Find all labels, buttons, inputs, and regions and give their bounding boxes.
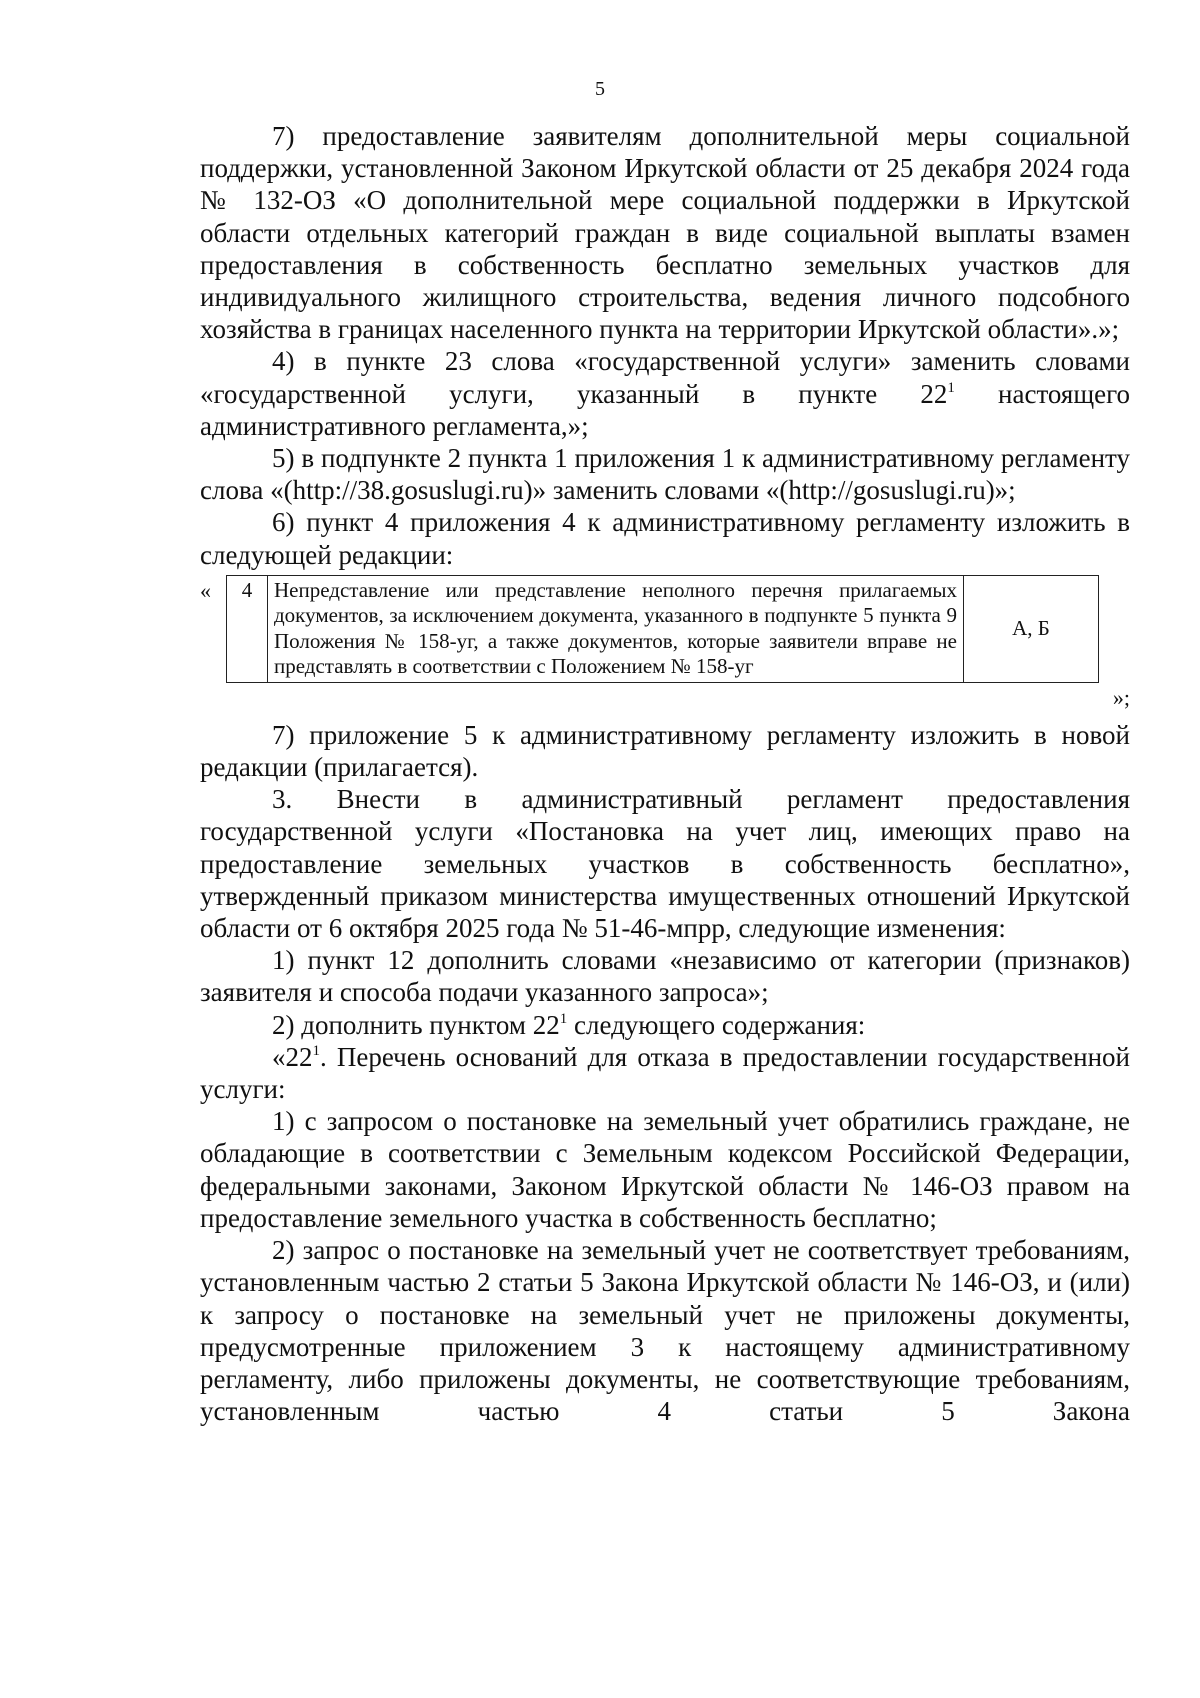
paragraph-refusal-ground-1: 1) с запросом о постановке на земельный учет обратились граждане, не обладающие в соответствии с Земельным кодексом Российской Федерации, федеральными законами, Законом Иркутской области № 146-ОЗ правом на предоставление земельного участка в собственность бесплатно; (200, 1106, 1130, 1233)
paragraph-point-22-1-heading (200, 1041, 1130, 1105)
paragraph-item-4-point-23 (200, 345, 1130, 442)
paragraph-text: . Перечень оснований для отказа в предоставлении государственной услуги: (200, 1041, 1130, 1105)
paragraph-item-2-add-point (200, 1009, 1130, 1041)
superscript: 1 (947, 379, 955, 396)
amendment-table (226, 575, 1099, 683)
superscript: 1 (312, 1042, 320, 1059)
paragraph-text: настоящего административного регламента,»; (200, 378, 1130, 441)
paragraph-section-3: 3. Внести в административный регламент предоставления государственной услуги «Постановка на учет лиц, имеющих право на предоставление земельных участков в собственность бесплатно», утвержденный приказом министерства имущественных отношений Иркутской области от 6 октября 2025 года № 51-46-мпрр, следующие изменения: (200, 784, 1130, 944)
paragraph-item-1-point-12: 1) пункт 12 дополнить словами «независимо от категории (признаков) заявителя и способа подачи указанного запроса»; (200, 945, 1130, 1008)
closing-quote: »; (1112, 684, 1130, 710)
paragraph-item-7-appendix-5: 7) приложение 5 к административному регламенту изложить в новой редакции (прилагается). (200, 719, 1130, 783)
paragraph-text: 2) дополнить пунктом 22 (272, 1009, 560, 1040)
table-cell-text: Непредставление или представление неполного перечня прилагаемых документов, за исключением документа, указанного в подпункте 5 пункта 9 Положения № 158-уг, а также документов, которые заявители вправе не представлять в соответствии с Положением № 158-уг (268, 575, 964, 682)
paragraph-item-5-gosuslugi-link: 5) в подпункте 2 пункта 1 приложения 1 к административному регламенту слова «(http://38.gosuslugi.ru)» заменить словами «(http://gosuslugi.ru)»; (200, 443, 1130, 506)
table-cell-number: 4 (227, 575, 268, 682)
paragraph-refusal-ground-2: 2) запрос о постановке на земельный учет не соответствует требованиям, установленным частью 2 статьи 5 Закона Иркутской области № 146-ОЗ, и (или) к запросу о постановке на земельный учет не приложены документы, предусмотренные приложением 3 к настоящему административному регламенту, либо приложены документы, не соответствующие требованиям, установленным частью 4 статьи 5 Закона (200, 1235, 1130, 1427)
paragraph-item-7-social-support: 7) предоставление заявителям дополнительной меры социальной поддержки, установленной Законом Иркутской области от 25 декабря 2024 года № 132-ОЗ «О дополнительной мере социальной поддержки в Иркутской области отдельных категорий граждан в виде социальной выплаты взамен предоставления в собственность бесплатно земельных участков для индивидуального жилищного строительства, ведения личного подсобного хозяйства в границах населенного пункта на территории Иркутской области».»; (200, 121, 1130, 345)
document-body (200, 120, 1130, 1427)
superscript: 1 (559, 1010, 568, 1027)
opening-quote: « (200, 577, 211, 603)
paragraph-item-6-appendix-4: 6) пункт 4 приложения 4 к административному регламенту изложить в следующей редакции: (200, 507, 1130, 570)
amendment-table-block (200, 575, 1130, 719)
table-row (227, 575, 1099, 682)
page-number: 5 (595, 78, 605, 100)
table-cell-codes: А, Б (964, 575, 1099, 682)
paragraph-text: «22 (272, 1041, 313, 1072)
paragraph-text: следующего содержания: (567, 1009, 866, 1040)
paragraph-text: 4) в пункте 23 слова «государственной услуги» заменить словами «государственной услуги, указанный в пункте 22 (200, 346, 1130, 409)
